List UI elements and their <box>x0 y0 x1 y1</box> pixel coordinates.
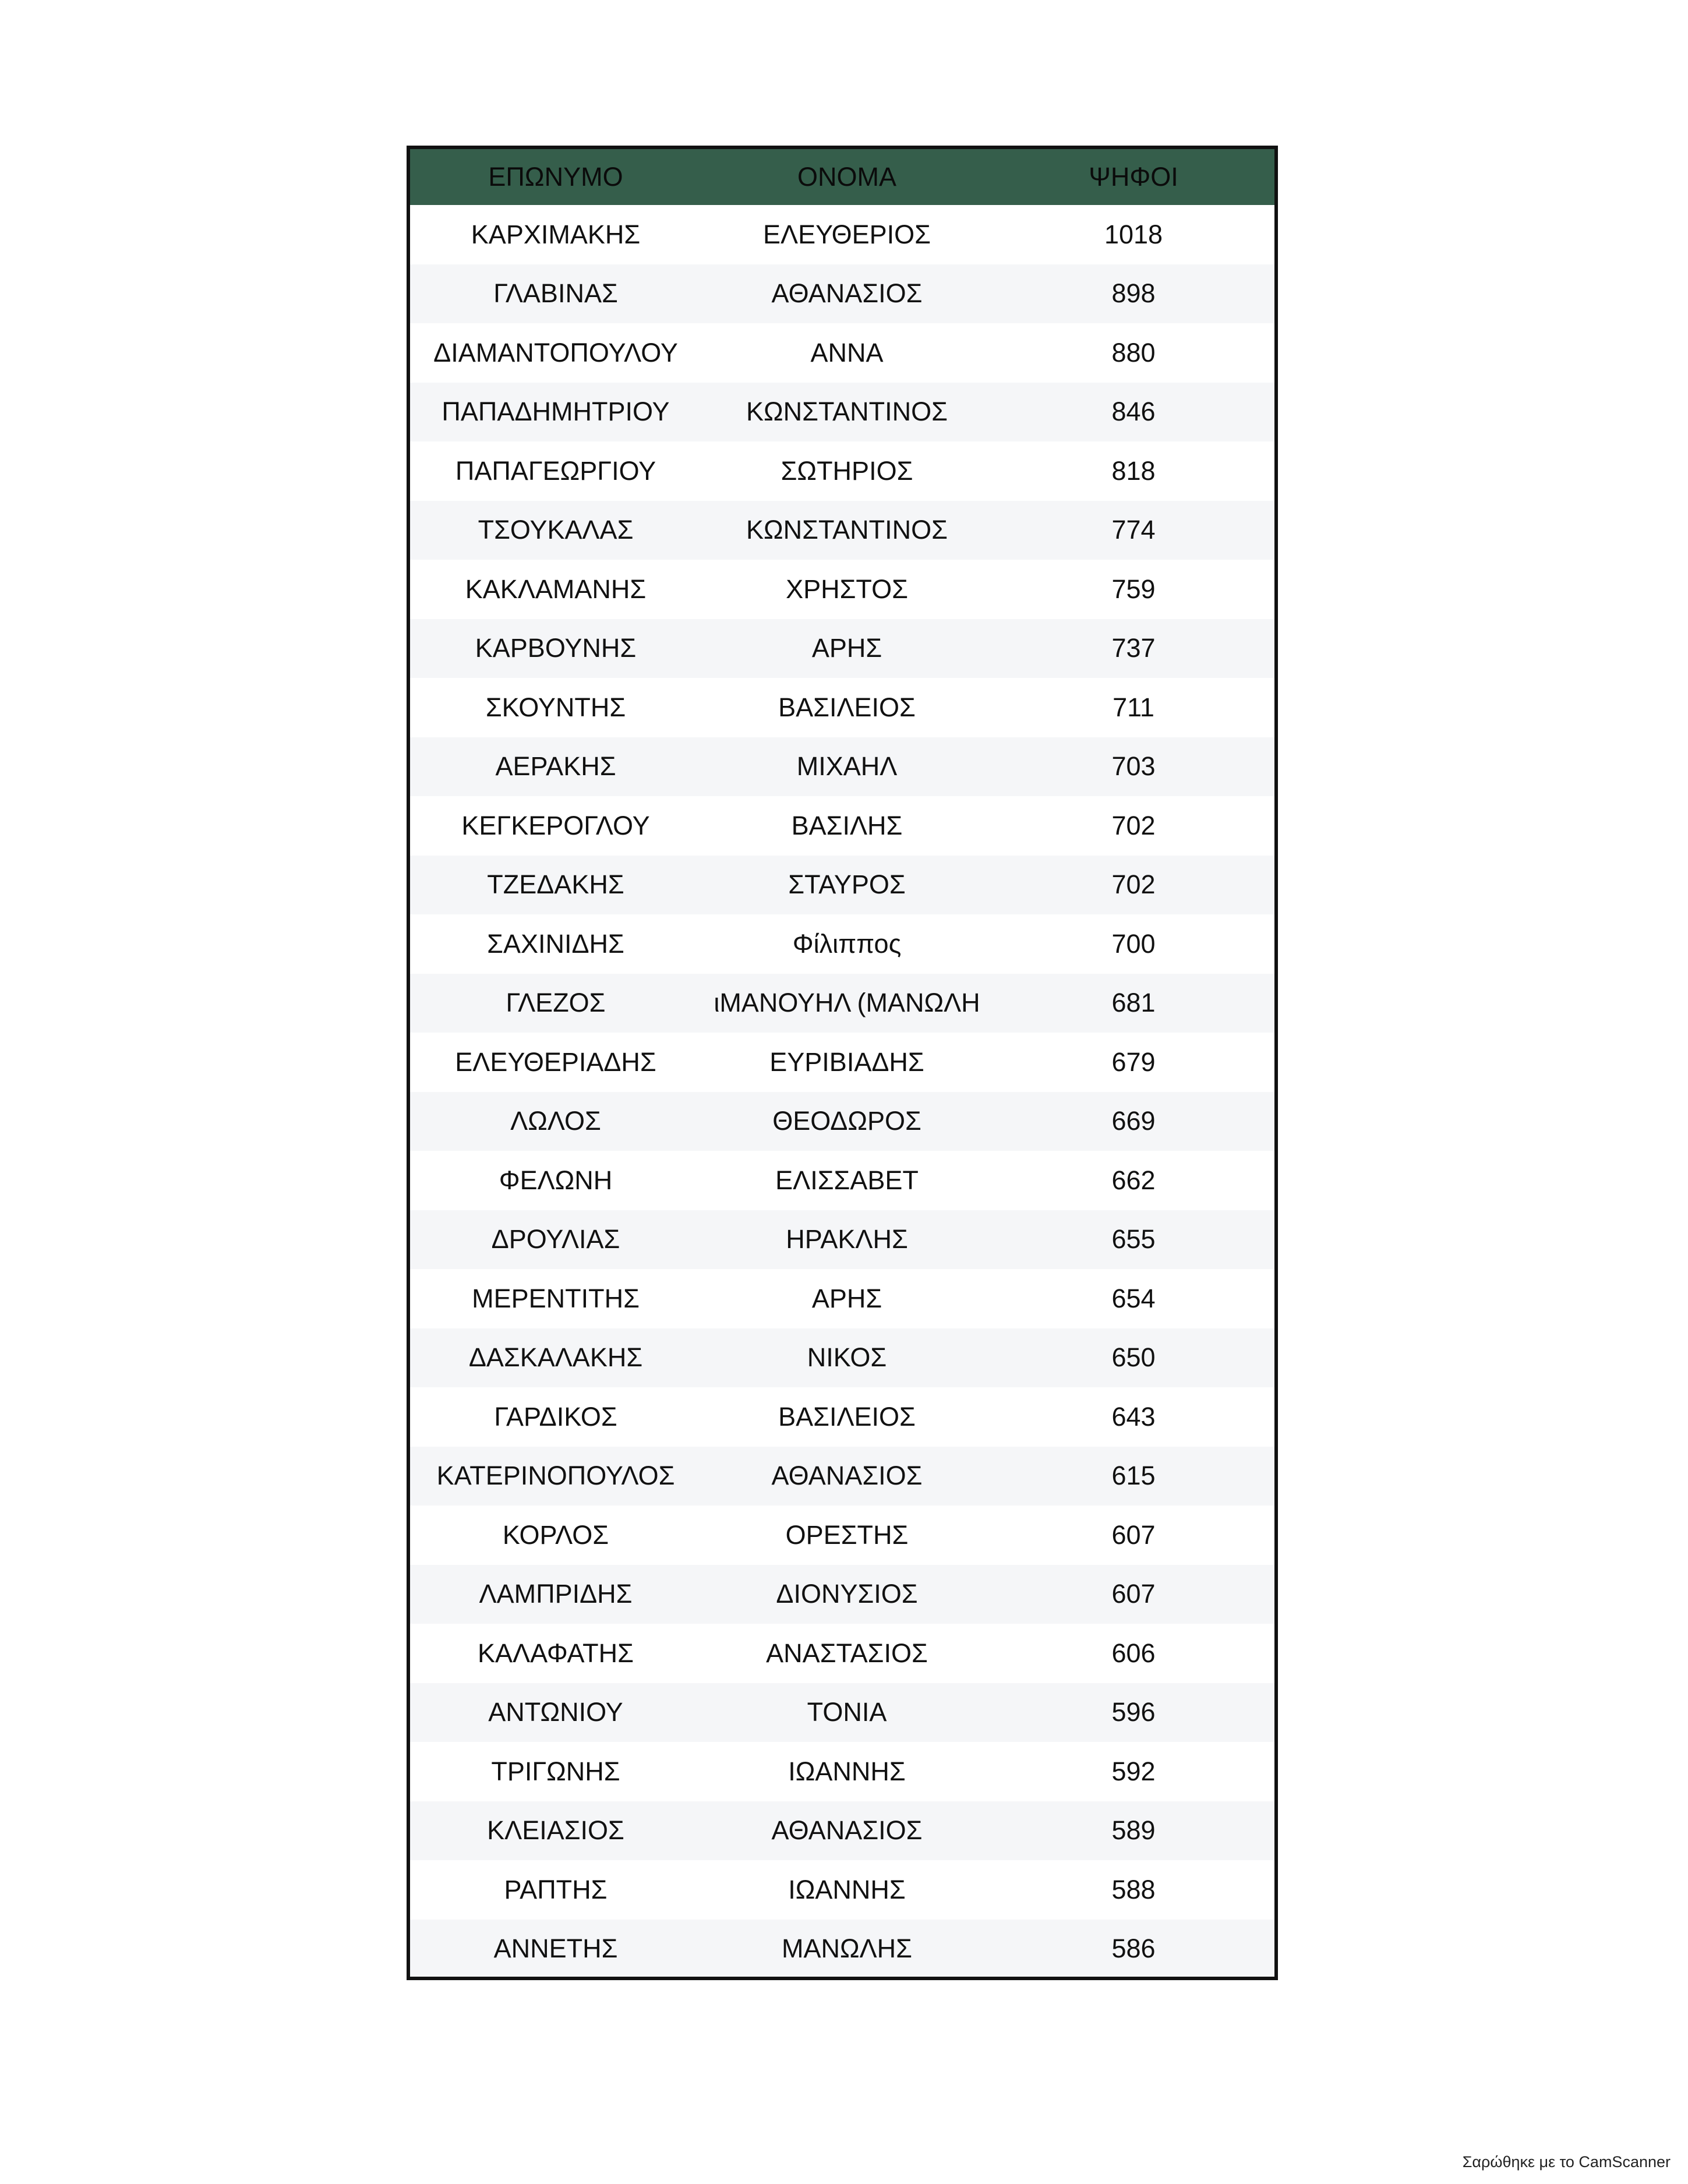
votes-cell: 654 <box>1111 1283 1156 1313</box>
surname-cell: ΦΕΛΩΝΗ <box>499 1165 613 1195</box>
table-row <box>410 383 1274 442</box>
votes-cell: 588 <box>1111 1874 1156 1904</box>
first-name-cell: ΟΡΕΣΤΗΣ <box>785 1519 909 1550</box>
first-name-cell: ΕΛΕΥΘΕΡΙΟΣ <box>763 219 931 249</box>
table-row <box>410 1447 1274 1506</box>
surname-cell: ΤΖΕΔΑΚΗΣ <box>487 870 624 900</box>
votes-cell: 662 <box>1111 1165 1156 1195</box>
first-name-cell: ΕΥΡΙΒΙΑΔΗΣ <box>769 1047 924 1077</box>
first-name-cell: ΝΙΚΟΣ <box>807 1342 887 1373</box>
first-name-cell: Φίλιππος <box>792 928 902 959</box>
first-name-cell: ΒΑΣΙΛΕΙΟΣ <box>778 1401 916 1432</box>
first-name-cell: ΚΩΝΣΤΑΝΤΙΝΟΣ <box>746 397 948 427</box>
surname-cell: ΛΑΜΠΡΙΔΗΣ <box>479 1579 633 1609</box>
header-first-name: ΟΝΟΜΑ <box>797 162 896 192</box>
surname-cell: ΕΛΕΥΘΕΡΙΑΔΗΣ <box>455 1047 656 1077</box>
first-name-cell: ΑΘΑΝΑΣΙΟΣ <box>771 1815 923 1846</box>
table-row <box>410 1506 1274 1565</box>
votes-cell: 589 <box>1111 1815 1156 1846</box>
first-name-cell: ιΜΑΝΟΥΗΛ (ΜΑΝΩΛΗ <box>714 988 980 1018</box>
surname-cell: ΑΝΤΩΝΙΟΥ <box>488 1697 623 1727</box>
table-row <box>410 1033 1274 1092</box>
surname-cell: ΚΑΛΑΦΑΤΗΣ <box>478 1638 634 1668</box>
table-row <box>410 501 1274 560</box>
votes-cell: 818 <box>1111 455 1156 486</box>
first-name-cell: ΑΝΑΣΤΑΣΙΟΣ <box>766 1638 928 1668</box>
votes-cell: 592 <box>1111 1756 1156 1786</box>
first-name-cell: ΤΟΝΙΑ <box>807 1697 887 1727</box>
table-row <box>410 1269 1274 1328</box>
first-name-cell: ΑΝΝΑ <box>810 337 884 367</box>
votes-cell: 607 <box>1111 1579 1156 1609</box>
votes-cell: 669 <box>1111 1106 1156 1136</box>
table-row <box>410 560 1274 619</box>
votes-cell: 681 <box>1111 988 1156 1018</box>
table-row <box>410 1860 1274 1920</box>
table-row <box>410 1092 1274 1151</box>
table-row <box>410 678 1274 737</box>
table-row <box>410 914 1274 974</box>
header-surname: ΕΠΩΝΥΜΟ <box>488 162 623 192</box>
surname-cell: ΚΑΤΕΡΙΝΟΠΟΥΛΟΣ <box>436 1461 675 1491</box>
table-row <box>410 1624 1274 1683</box>
surname-cell: ΓΛΑΒΙΝΑΣ <box>493 278 618 309</box>
first-name-cell: ΑΡΗΣ <box>811 633 882 663</box>
table-row <box>410 974 1274 1033</box>
first-name-cell: ΙΩΑΝΝΗΣ <box>788 1756 906 1786</box>
table-row <box>410 323 1274 383</box>
surname-cell: ΓΑΡΔΙΚΟΣ <box>494 1401 617 1432</box>
table-header-row <box>410 149 1274 205</box>
first-name-cell: ΗΡΑΚΛΗΣ <box>786 1224 908 1254</box>
table-row <box>410 1328 1274 1388</box>
surname-cell: ΚΑΚΛΑΜΑΝΗΣ <box>465 574 647 604</box>
votes-cell: 703 <box>1111 751 1156 782</box>
surname-cell: ΠΑΠΑΓΕΩΡΓΙΟΥ <box>455 455 656 486</box>
first-name-cell: ΜΑΝΩΛΗΣ <box>781 1934 912 1964</box>
surname-cell: ΡΑΠΤΗΣ <box>504 1874 608 1904</box>
surname-cell: ΚΛΕΙΑΣΙΟΣ <box>487 1815 624 1846</box>
first-name-cell: ΘΕΟΔΩΡΟΣ <box>772 1106 921 1136</box>
votes-cell: 679 <box>1111 1047 1156 1077</box>
table-row <box>410 1151 1274 1210</box>
table-row <box>410 1742 1274 1801</box>
votes-cell: 700 <box>1111 928 1156 959</box>
surname-cell: ΜΕΡΕΝΤΙΤΗΣ <box>472 1283 640 1313</box>
first-name-cell: ΙΩΑΝΝΗΣ <box>788 1874 906 1904</box>
table-row <box>410 1920 1274 1979</box>
table-row <box>410 1801 1274 1861</box>
surname-cell: ΛΩΛΟΣ <box>510 1106 601 1136</box>
table-row <box>410 1210 1274 1270</box>
first-name-cell: ΧΡΗΣΤΟΣ <box>786 574 908 604</box>
table-row <box>410 619 1274 678</box>
surname-cell: ΣΚΟΥΝΤΗΣ <box>485 692 626 722</box>
surname-cell: ΤΡΙΓΩΝΗΣ <box>491 1756 620 1786</box>
first-name-cell: ΑΡΗΣ <box>811 1283 882 1313</box>
first-name-cell: ΣΩΤΗΡΙΟΣ <box>781 455 913 486</box>
first-name-cell: ΒΑΣΙΛΕΙΟΣ <box>778 692 916 722</box>
votes-cell: 643 <box>1111 1401 1156 1432</box>
votes-cell: 846 <box>1111 397 1156 427</box>
table-body <box>410 205 1274 1978</box>
votes-cell: 1018 <box>1104 219 1163 249</box>
votes-cell: 586 <box>1111 1934 1156 1964</box>
votes-cell: 702 <box>1111 810 1156 840</box>
first-name-cell: ΔΙΟΝΥΣΙΟΣ <box>776 1579 918 1609</box>
votes-cell: 596 <box>1111 1697 1156 1727</box>
table-row <box>410 205 1274 264</box>
table-row <box>410 1565 1274 1624</box>
votes-cell: 702 <box>1111 870 1156 900</box>
votes-cell: 774 <box>1111 515 1156 545</box>
votes-cell: 759 <box>1111 574 1156 604</box>
votes-cell: 655 <box>1111 1224 1156 1254</box>
votes-cell: 607 <box>1111 1519 1156 1550</box>
first-name-cell: ΒΑΣΙΛΗΣ <box>791 810 903 840</box>
header-votes: ΨΗΦΟΙ <box>1089 162 1178 192</box>
surname-cell: ΔΙΑΜΑΝΤΟΠΟΥΛΟΥ <box>433 337 678 367</box>
surname-cell: ΔΡΟΥΛΙΑΣ <box>491 1224 620 1254</box>
first-name-cell: ΣΤΑΥΡΟΣ <box>788 870 906 900</box>
first-name-cell: ΑΘΑΝΑΣΙΟΣ <box>771 1461 923 1491</box>
votes-cell: 606 <box>1111 1638 1156 1668</box>
surname-cell: ΤΣΟΥΚΑΛΑΣ <box>478 515 634 545</box>
table-row <box>410 441 1274 501</box>
surname-cell: ΚΕΓΚΕΡΟΓΛΟΥ <box>461 810 650 840</box>
surname-cell: ΣΑΧΙΝΙΔΗΣ <box>487 928 624 959</box>
table-row <box>410 264 1274 324</box>
surname-cell: ΑΕΡΑΚΗΣ <box>495 751 616 782</box>
votes-cell: 880 <box>1111 337 1156 367</box>
table-row <box>410 856 1274 915</box>
surname-cell: ΚΑΡΧΙΜΑΚΗΣ <box>471 219 641 249</box>
surname-cell: ΚΟΡΛΟΣ <box>502 1519 609 1550</box>
votes-cell: 898 <box>1111 278 1156 309</box>
table-row <box>410 796 1274 856</box>
surname-cell: ΑΝΝΕΤΗΣ <box>493 1934 618 1964</box>
candidates-votes-table <box>407 146 1278 1980</box>
votes-cell: 737 <box>1111 633 1156 663</box>
table-row <box>410 737 1274 797</box>
surname-cell: ΓΛΕΖΟΣ <box>506 988 606 1018</box>
first-name-cell: ΚΩΝΣΤΑΝΤΙΝΟΣ <box>746 515 948 545</box>
votes-cell: 650 <box>1111 1342 1156 1373</box>
surname-cell: ΔΑΣΚΑΛΑΚΗΣ <box>468 1342 643 1373</box>
votes-cell: 615 <box>1111 1461 1156 1491</box>
votes-cell: 711 <box>1113 692 1154 722</box>
first-name-cell: ΕΛΙΣΣΑΒΕΤ <box>775 1165 919 1195</box>
surname-cell: ΠΑΠΑΔΗΜΗΤΡΙΟΥ <box>442 397 670 427</box>
table-row <box>410 1683 1274 1743</box>
first-name-cell: ΑΘΑΝΑΣΙΟΣ <box>771 278 923 309</box>
surname-cell: ΚΑΡΒΟΥΝΗΣ <box>475 633 637 663</box>
camscanner-footer-note: Σαρώθηκε με το CamScanner <box>1462 2153 1671 2171</box>
table-row <box>410 1387 1274 1447</box>
first-name-cell: ΜΙΧΑΗΛ <box>796 751 898 782</box>
